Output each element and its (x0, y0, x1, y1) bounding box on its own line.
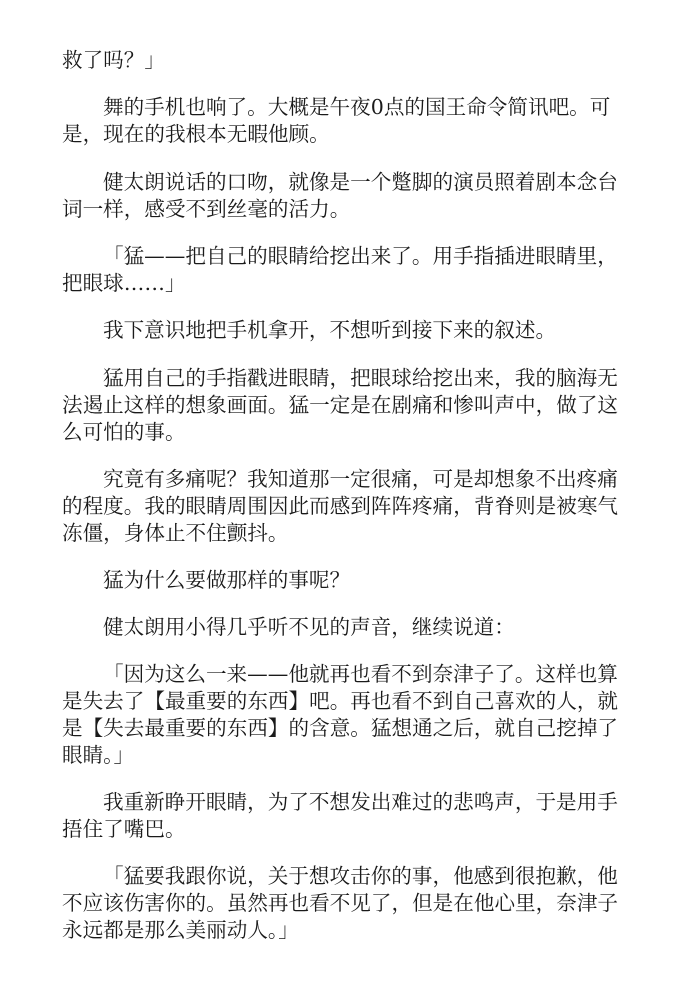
text-line: 永远都是那么美丽动人。」 (62, 918, 299, 942)
text-line: 我下意识地把手机拿开，不想听到接下来的叙述。 (103, 318, 557, 342)
text-line: 冻僵，身体止不住颤抖。 (62, 521, 289, 545)
text-line: 的程度。我的眼睛周围因此而感到阵阵疼痛，背脊则是被寒气 (62, 494, 619, 518)
text-line: 眼睛。」 (62, 743, 135, 767)
text-line: 健太朗说话的口吻，就像是一个蹩脚的演员照着剧本念台 (103, 170, 618, 194)
text-line: 是，现在的我根本无暇他顾。 (62, 122, 330, 146)
text-line: 词一样，感受不到丝毫的活力。 (62, 197, 351, 221)
text-line: 舞的手机也响了。大概是午夜0点的国王命令简讯吧。可 (103, 95, 611, 119)
text-line: 猛用自己的手指戳进眼睛，把眼球给挖出来，我的脑海无 (103, 366, 618, 390)
text-line: 不应该伤害你的。虽然再也看不见了，但是在他心里，奈津子 (62, 891, 619, 915)
text-line: 「因为这么一来——他就再也看不到奈津子了。这样也算 (103, 662, 618, 686)
text-line: 究竟有多痛呢？我知道那一定很痛，可是却想象不出疼痛 (103, 467, 618, 491)
text-line: 「猛要我跟你说，关于想攻击你的事，他感到很抱歉，他 (103, 864, 618, 888)
text-line: 健太朗用小得几乎听不见的声音，继续说道： (103, 615, 515, 639)
text-line: 「猛——把自己的眼睛给挖出来了。用手指插进眼睛里， (103, 244, 618, 268)
text-line: 救了吗？」 (62, 48, 165, 72)
text-line: 么可怕的事。 (62, 420, 186, 444)
text-line: 捂住了嘴巴。 (62, 817, 186, 841)
text-line: 把眼球……」 (62, 271, 186, 295)
text-line: 是失去了【最重要的东西】吧。再也看不到自己喜欢的人，就 (62, 689, 619, 713)
text-line: 我重新睁开眼睛，为了不想发出难过的悲鸣声，于是用手 (103, 790, 618, 814)
text-line: 是【失去最重要的东西】的含意。猛想通之后，就自己挖掉了 (62, 716, 619, 740)
text-line: 猛为什么要做那样的事呢？ (103, 568, 351, 592)
text-line: 法遏止这样的想象画面。猛一定是在剧痛和惨叫声中，做了这 (62, 393, 619, 417)
